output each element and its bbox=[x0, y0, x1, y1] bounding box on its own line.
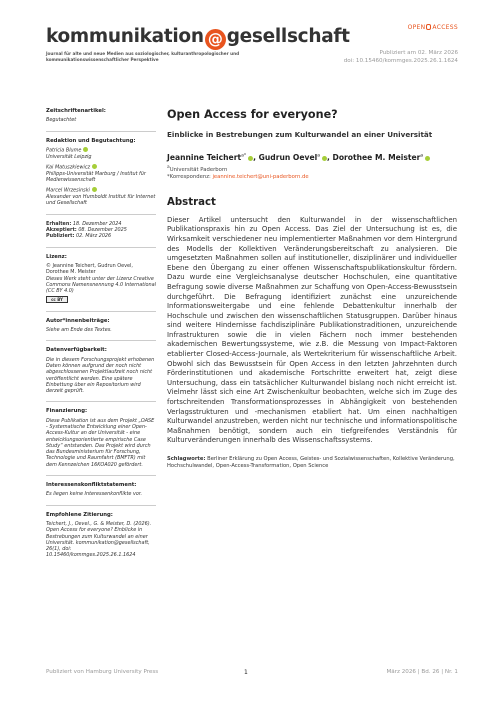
data-availability-text: Die in diesem Forschungsprojekt erhobenen Daten können aufgrund der noch nicht abgeschlossenen Projektlaufzeit noch nicht veröffentlicht werden. Eine spätere Einbettung über ein Repositorium wird derzeit geprüft. bbox=[46, 356, 155, 395]
citation-label: Empfohlene Zitierung: bbox=[46, 511, 113, 518]
open-access-badge bbox=[408, 24, 458, 31]
correspondence-email-link[interactable]: jeannine.teichert@uni-paderborn.de bbox=[212, 173, 309, 180]
keywords-text: Berliner Erklärung zu Open Access, Geistes- und Sozialwissenschaften, Kollektive Veränderung, Hochschulwandel, Open-Access-Transformation, Open Science bbox=[167, 456, 455, 470]
orcid-icon[interactable] bbox=[92, 164, 97, 169]
editor-name: Patricia Blume bbox=[46, 147, 82, 154]
license-holder: © Jeannine Teichert, Gudrun Oevel, Dorothee M. Meister bbox=[46, 262, 133, 276]
keywords-label: Schlagworte: bbox=[167, 456, 206, 463]
editors-label: Redaktion und Begutachtung: bbox=[46, 137, 136, 144]
divider bbox=[46, 505, 156, 506]
footer-publisher: Publiziert von Hamburg University Press bbox=[46, 669, 159, 675]
orcid-icon[interactable] bbox=[92, 187, 97, 192]
published-date: Publiziert am 02. März 2026 bbox=[379, 50, 458, 56]
editor-entry bbox=[46, 164, 156, 183]
license-label: Lizenz: bbox=[46, 253, 67, 260]
author-name: Dorothee M. Meister bbox=[332, 153, 421, 162]
divider bbox=[46, 340, 156, 341]
license-text: Dieses Werk steht unter der Lizenz Creative Commons Namensnennung 4.0 International (CC BY 4.0) bbox=[46, 275, 157, 295]
funding-text: Diese Publikation ist aus dem Projekt „OASE - Systematische Entwicklung einer Open-Access-Kultur an der Universität - eine entwicklungsorientierte empirische Case Study“ entstanden. Das Projekt wird durch das Bundesministerium für Forschung, Technologie und Raumfahrt (BMFTR) mit dem Kennzeichen 16KOA020 gefördert. bbox=[46, 417, 155, 468]
affiliation bbox=[167, 164, 457, 174]
editor-affiliation: Universität Leipzig bbox=[46, 153, 92, 160]
author-sup: a bbox=[317, 153, 320, 159]
article-title: Open Access for everyone? bbox=[167, 108, 338, 121]
editor-affiliation: Alexander von Humboldt Institut für Internet und Gesellschaft bbox=[46, 194, 156, 207]
oa-right: ACCESS bbox=[432, 24, 458, 31]
data-availability-label: Datenverfügbarkeit: bbox=[46, 347, 107, 354]
accepted-label: Akzeptiert: bbox=[46, 227, 77, 234]
orcid-icon[interactable] bbox=[83, 147, 88, 152]
editor-entry bbox=[46, 147, 156, 160]
sidebar-metadata bbox=[46, 108, 156, 566]
published-label: Publiziert: bbox=[46, 233, 75, 240]
affiliation-text: Universität Paderborn bbox=[169, 166, 228, 173]
orcid-icon[interactable] bbox=[322, 156, 327, 161]
orcid-icon[interactable] bbox=[425, 156, 430, 161]
divider bbox=[46, 311, 156, 312]
article-type-value: Begutachtet bbox=[46, 117, 77, 124]
editor-affiliation: Philipps-Universität Marburg / Institut für Medienwissenschaft bbox=[46, 170, 146, 184]
logo-right-text: gesellschaft bbox=[226, 26, 350, 47]
conflict-text: Es liegen keine Interessenkonflikte vor. bbox=[46, 491, 142, 498]
divider bbox=[46, 247, 156, 248]
author-name: Gudrun Oevel bbox=[258, 153, 318, 162]
affiliation-sup: a bbox=[167, 165, 170, 170]
author-contrib-text: Siehe am Ende des Textes. bbox=[46, 327, 112, 334]
logo-left-text: kommunikation bbox=[46, 26, 204, 47]
author-sup: a* bbox=[241, 153, 247, 159]
divider bbox=[46, 401, 156, 402]
received-date: 18. Dezember 2024 bbox=[72, 220, 122, 227]
article-main bbox=[167, 108, 457, 470]
author-name: Jeannine Teichert bbox=[167, 153, 242, 162]
correspondence bbox=[167, 174, 457, 181]
keywords bbox=[167, 456, 457, 470]
article-subtitle: Einblicke in Bestrebungen zum Kulturwandel an einer Universität bbox=[167, 130, 433, 139]
author-contrib-label: Autor*innenbeiträge: bbox=[46, 317, 110, 324]
abstract-heading: Abstract bbox=[167, 196, 216, 208]
author-list: Jeannine Teichert$^{a*}$ , Gudrun Oevel$^a$ , Dorothee M. Meister$^a$ bbox=[167, 153, 457, 162]
journal-tagline: Journal für alte und neue Medien aus soziologischer, kulturanthropologischer und kommunikationswissenschaftlicher Perspektive bbox=[46, 51, 240, 62]
abstract-text: Dieser Artikel untersucht den Kulturwandel in der wissenschaftlichen Publikationspraxis hin zu Open Access. Das Ziel der Untersuchung ist es, die Wirksamkeit verschiedener neu implementierter Maßnahmen vor dem Hintergrund des Modells der Kollektiven Veränderungsbereitschaft zu analysieren. Die umgesetzten Maßnahmen sollen auf institutioneller, disziplinärer und individueller Ebene den Übergang zu einer offenen Wissenschaftspublikationskultur fördern. Dazu wurde eine Vergleichsanalyse deutscher Hochschulen, eine quantitative Befragung sowie diverse Maßnahmen zur Schaffung von Open-Access-Bewusstsein durchgeführt. Die Befragung identifiziert zunächst eine unzureichende Informationsweitergabe und eine fehlende Debattenkultur innerhalb der Hochschule und zwischen den wissenschaftlichen Statusgruppen. Darüber hinaus sind weitere Hindernisse fachdisziplinäre Publikationstraditionen, unzureichende Infrastrukturen sowie die in vielen Fächern noch immer bestehenden akademischen Bewertungssysteme, wie z.B. die Messung von Impact-Faktoren etablierter Closed-Access-Journale, als Wertekriterium für wissenschaftliche Arbeit. Obwohl sich das Bewusstsein für Open Access in den letzten Jahrzehnten durch Förderinstitutionen und akademische Fortschritte erweitert hat, zeigt diese Untersuchung, dass ein tatsächlicher Kulturwandel bislang noch nicht erreicht ist. Vielmehr lässt sich eine Art Zwischenkultur beobachten, welche sich im Zuge des fortschreitenden Transformationsprozesses in Abhängigkeit von bestehenden Verlagsstrukturen und -mechanismen etabliert hat. Um einen nachhaltigen Kulturwandel anzustreben, werden nicht nur technische und informationspolitische Maßnahmen benötigt, sondern auch ein tiefgreifendes Verständnis für Kulturveränderungen innerhalb des Wissenschaftssystems. bbox=[167, 215, 457, 445]
doi-link[interactable]: doi: 10.15460/kommges.2025.26.1.1624 bbox=[343, 58, 458, 64]
funding-label: Finanzierung: bbox=[46, 408, 88, 415]
citation-text: Teichert, J., Oevel., G. & Meister, D. (2026). Open Access for everyone? Einblicke in Bestrebungen zum Kulturwandel an einer Universität. kommunikation@gesellschaft, 26(1), doi: 10.15460/kommges.2025.26.1.1624 bbox=[46, 520, 152, 559]
accepted-date: 08. Dezember 2025 bbox=[78, 227, 127, 234]
author-sup: a bbox=[420, 153, 424, 159]
logo-at-icon: @ bbox=[205, 29, 226, 50]
divider bbox=[46, 131, 156, 132]
editor-name: Marcel Wrzesinski bbox=[46, 187, 90, 194]
orcid-icon[interactable] bbox=[248, 156, 253, 161]
dates-block bbox=[46, 221, 156, 240]
page-number: 1 bbox=[244, 669, 248, 676]
conflict-label: Interessenskonfliktstatement: bbox=[46, 482, 137, 489]
correspondence-prefix: *Korrespondenz: bbox=[167, 173, 213, 180]
published-date-side: 02. März 2026 bbox=[76, 233, 112, 240]
editor-name: Kai Matuszkiewicz bbox=[46, 164, 91, 171]
editor-entry bbox=[46, 187, 156, 206]
publication-info bbox=[344, 49, 458, 65]
cc-by-license-icon[interactable]: cc BY bbox=[46, 296, 68, 303]
received-label: Erhalten: bbox=[46, 220, 72, 227]
journal-logo[interactable] bbox=[46, 26, 350, 50]
journal-header bbox=[0, 0, 504, 78]
open-lock-icon bbox=[426, 24, 431, 30]
divider bbox=[46, 214, 156, 215]
article-type-label: Zeitschriftenartikel: bbox=[46, 108, 106, 114]
footer-issue: März 2026 | Bd. 26 | Nr. 1 bbox=[386, 669, 458, 675]
oa-left: OPEN bbox=[407, 24, 426, 31]
divider bbox=[46, 475, 156, 476]
